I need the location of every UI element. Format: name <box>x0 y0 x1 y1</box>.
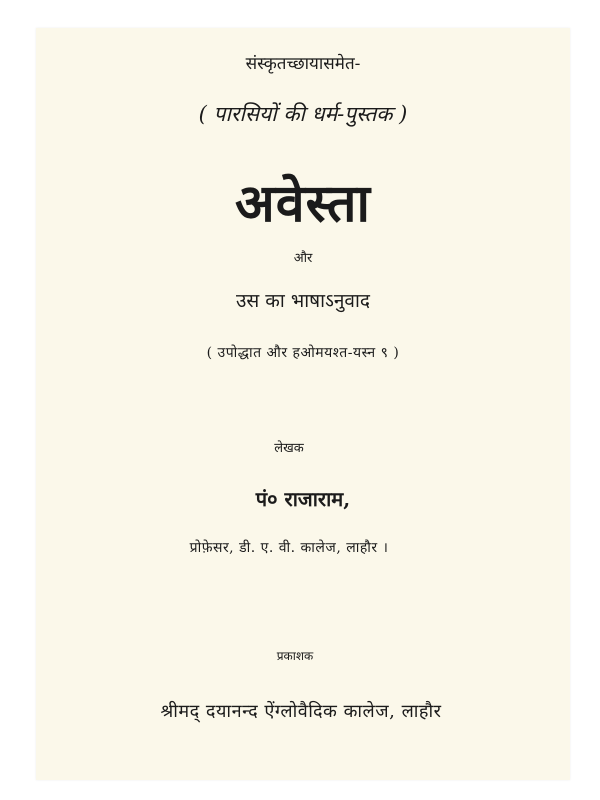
title-page <box>36 28 570 780</box>
publisher-name: श्रीमद् दयानन्द ऐंग्लोवैदिक कालेज, लाहौर <box>160 701 442 722</box>
author-label: लेखक <box>274 441 304 456</box>
translation-line: उस का भाषाऽनुवाद <box>235 290 371 312</box>
book-title: अवेस्ता <box>235 173 371 234</box>
author-name: पं० राजाराम, <box>255 487 351 511</box>
author-position: प्रोफ़ेसर, डी. ए. वी. कालेज, लाहौर । <box>189 540 389 556</box>
sanskrit-subtitle-line: संस्कृतच्छायासमेत- <box>245 54 361 74</box>
publisher-label: प्रकाशक <box>276 649 314 663</box>
contents-line: ( उपोद्धात और हओमयश्त-यस्न ९ ) <box>206 345 400 361</box>
conjunction-text: और <box>293 251 313 266</box>
book-subtitle: ( पारसियों की धर्म-पुस्तक ) <box>198 102 408 126</box>
